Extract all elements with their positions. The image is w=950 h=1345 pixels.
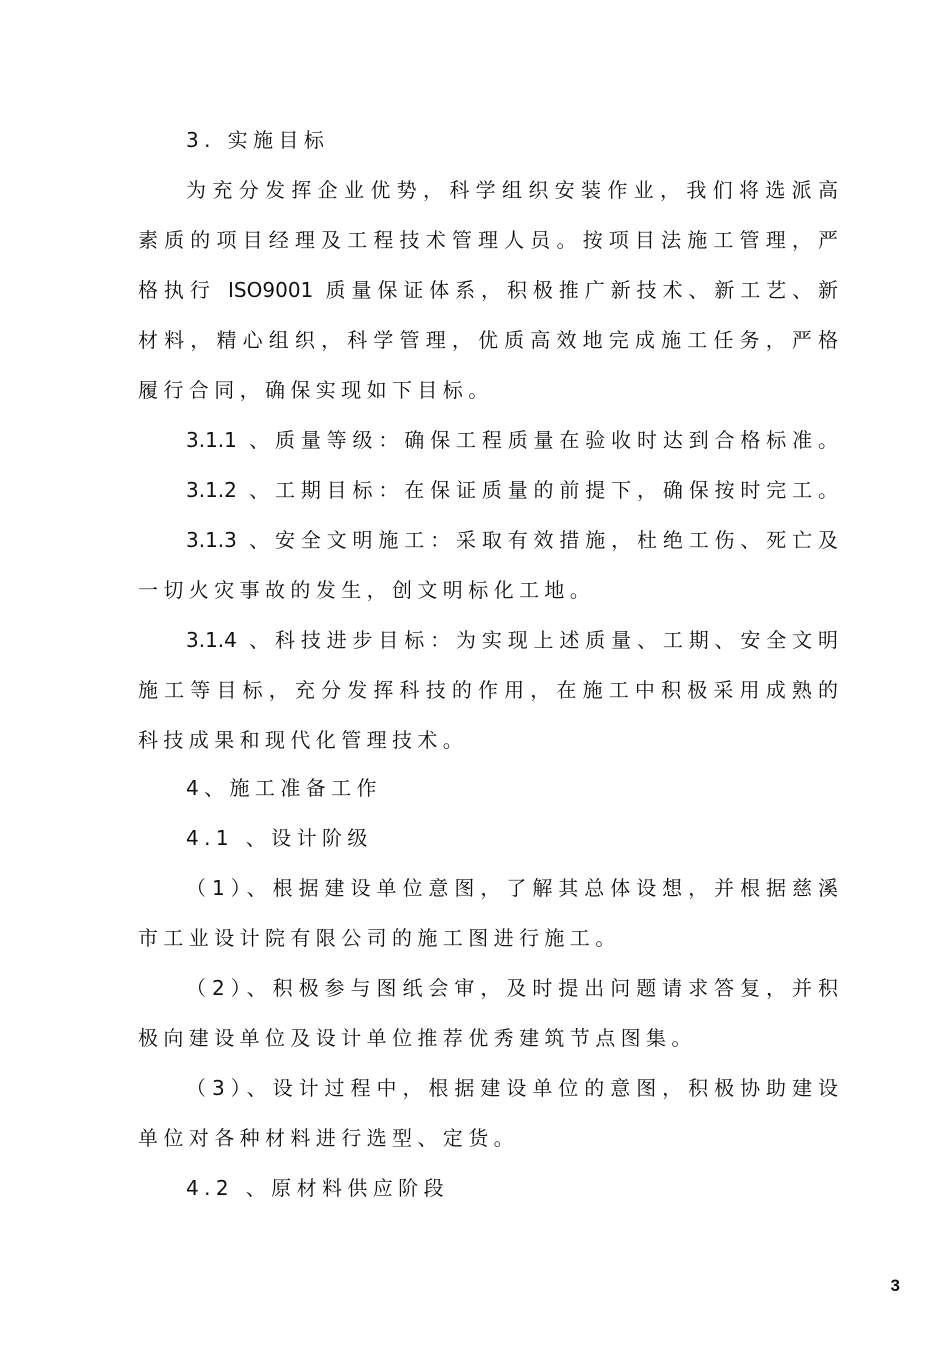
goal-item-continuation: 施工等目标，充分发挥科技的作用，在施工中积极采用成熟的 [138,678,838,702]
list-item-continuation: 市工业设计院有限公司的施工图进行施工。 [138,926,621,950]
goal-item: 3.1.2 、工期目标：在保证质量的前提下，确保按时完工。 [186,478,838,502]
list-item: （1）、根据建设单位意图，了解其总体设想，并根据慈溪 [186,876,838,900]
goal-item: 3.1.4 、科技进步目标：为实现上述质量、工期、安全文明 [186,628,838,652]
subsection-heading: 4.2 、原材料供应阶段 [186,1176,449,1200]
paragraph-line: 履行合同，确保实现如下目标。 [138,378,494,402]
list-item-continuation: 单位对各种材料进行选型、定货。 [138,1126,519,1150]
list-item: （3）、设计过程中，根据建设单位的意图，积极协助建设 [186,1076,838,1100]
list-item-continuation: 极向建设单位及设计单位推荐优秀建筑节点图集。 [138,1026,697,1050]
section-heading: 3. 实施目标 [186,128,330,152]
goal-item-continuation: 一切火灾事故的发生，创文明标化工地。 [138,578,596,602]
goal-item-continuation: 科技成果和现代化管理技术。 [138,728,469,752]
paragraph-line: 素质的项目经理及工程技术管理人员。按项目法施工管理，严 [138,228,838,252]
goal-item: 3.1.3 、安全文明施工：采取有效措施，杜绝工伤、死亡及 [186,528,838,552]
paragraph-line: 材料，精心组织，科学管理，优质高效地完成施工任务，严格 [138,328,838,352]
page-number: 3 [890,1276,900,1295]
subsection-heading: 4.1 、设计阶级 [186,826,373,850]
goal-item: 3.1.1 、质量等级：确保工程质量在验收时达到合格标准。 [186,428,838,452]
paragraph-line: 为充分发挥企业优势，科学组织安装作业，我们将选派高 [186,178,838,202]
paragraph-line: 格执行 ISO9001 质量保证体系，积极推广新技术、新工艺、新 [138,278,838,302]
section-heading: 4、施工准备工作 [186,776,382,800]
list-item: （2）、积极参与图纸会审，及时提出问题请求答复，并积 [186,976,838,1000]
